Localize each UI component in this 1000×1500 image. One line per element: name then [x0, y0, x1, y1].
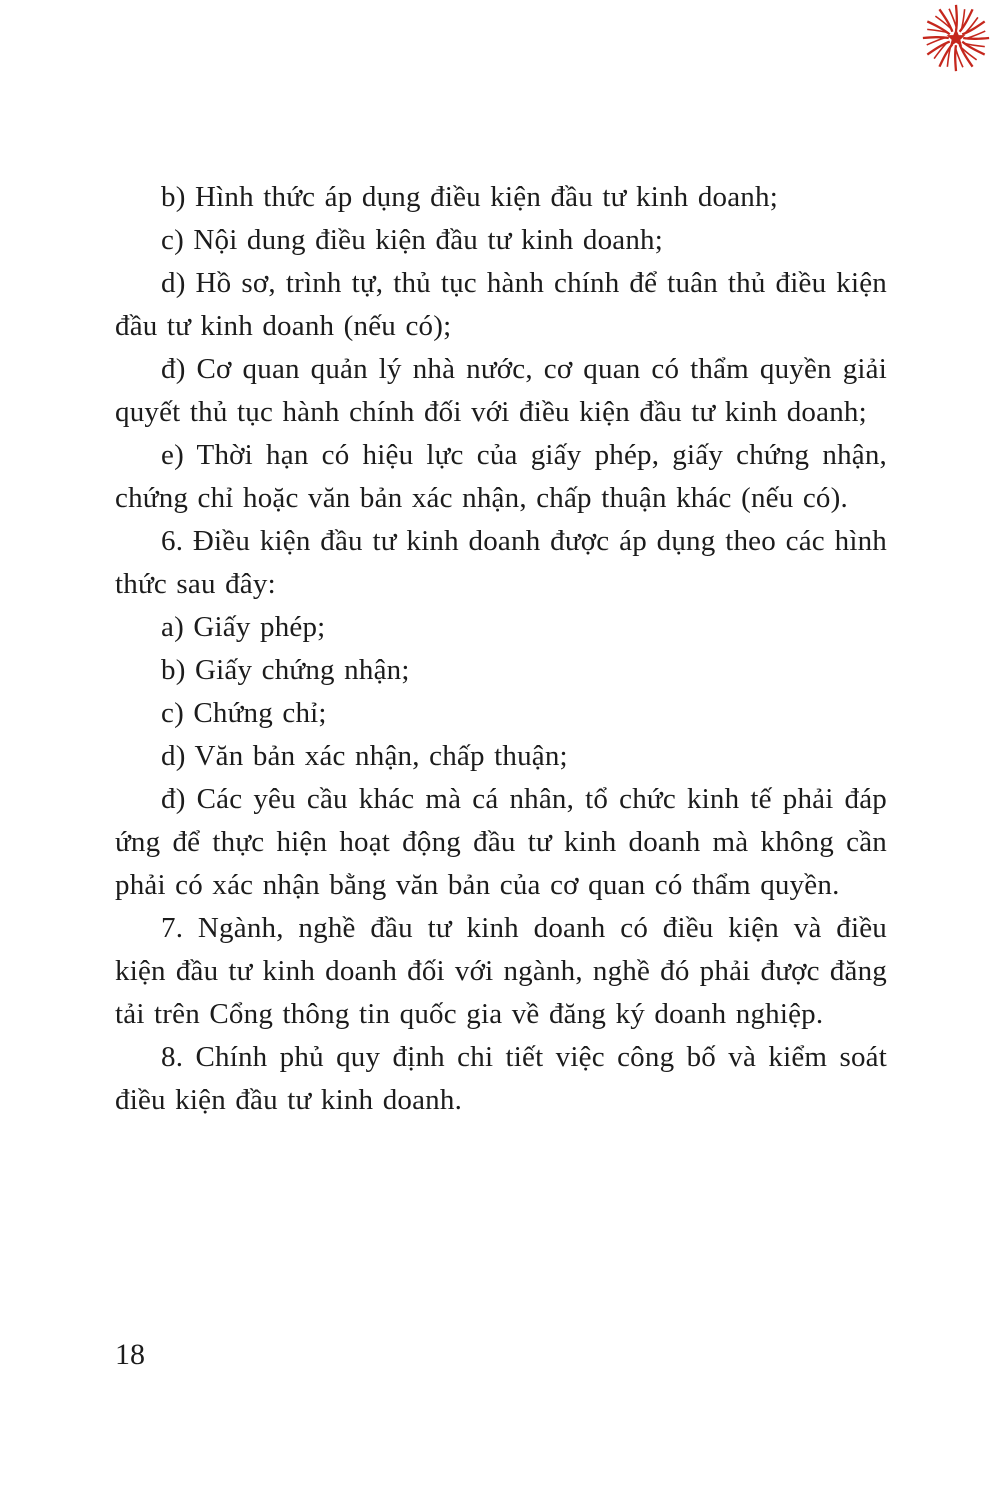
paragraph-clause-6: 6. Điều kiện đầu tư kinh doanh được áp dụng theo các hình thức sau đây: — [115, 525, 887, 600]
paragraph-item-c2: c) Chứng chỉ; — [161, 697, 327, 729]
paragraph-item-dd: đ) Cơ quan quản lý nhà nước, cơ quan có thẩm quyền giải quyết thủ tục hành chính đối với điều kiện đầu tư kinh doanh; — [115, 353, 887, 428]
publisher-logo — [920, 2, 992, 74]
page-number: 18 — [115, 1338, 145, 1371]
paragraph-clause-7: 7. Ngành, nghề đầu tư kinh doanh có điều kiện và điều kiện đầu tư kinh doanh đối với ngành, nghề đó phải được đăng tải trên Cổng thông tin quốc gia về đăng ký doanh nghiệp. — [115, 912, 887, 1030]
paragraph-item-b2: b) Giấy chứng nhận; — [161, 654, 410, 686]
paragraph-item-d: d) Hồ sơ, trình tự, thủ tục hành chính để tuân thủ điều kiện đầu tư kinh doanh (nếu có); — [115, 267, 887, 342]
paragraph-item-e: e) Thời hạn có hiệu lực của giấy phép, giấy chứng nhận, chứng chỉ hoặc văn bản xác nhận, chấp thuận khác (nếu có). — [115, 439, 887, 514]
publisher-emblem-icon — [920, 2, 992, 74]
paragraph-item-c: c) Nội dung điều kiện đầu tư kinh doanh; — [161, 224, 664, 256]
paragraph-item-d2: d) Văn bản xác nhận, chấp thuận; — [161, 740, 568, 772]
text-block — [115, 176, 887, 1122]
paragraph-item-a2: a) Giấy phép; — [161, 611, 326, 643]
paragraph-item-b: b) Hình thức áp dụng điều kiện đầu tư kinh doanh; — [161, 181, 778, 213]
paragraph-item-dd2: đ) Các yêu cầu khác mà cá nhân, tổ chức kinh tế phải đáp ứng để thực hiện hoạt động đầu tư kinh doanh mà không cần phải có xác nhận bằng văn bản của cơ quan có thẩm quyền. — [115, 783, 887, 901]
paragraph-clause-8: 8. Chính phủ quy định chi tiết việc công bố và kiểm soát điều kiện đầu tư kinh doanh. — [115, 1041, 887, 1116]
